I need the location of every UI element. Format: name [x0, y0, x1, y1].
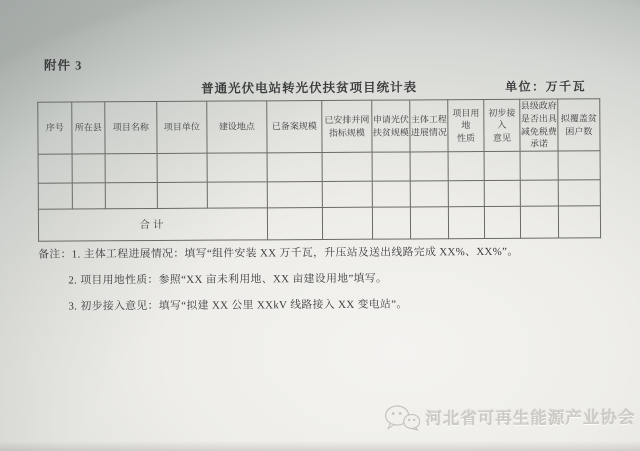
note-line-2: 2. 项目用地性质：参照“XX 亩未利用地、XX 亩建设用地”填写。 [68, 272, 388, 287]
total-empty-cell [372, 207, 410, 239]
column-header: 项目用地 性质 [448, 99, 484, 151]
empty-cell [410, 152, 448, 181]
empty-cell [207, 182, 267, 208]
total-empty-cell [267, 207, 322, 239]
empty-cell [322, 152, 372, 181]
empty-cell [267, 181, 322, 207]
empty-cell [372, 152, 410, 181]
total-empty-cell [322, 207, 372, 239]
column-header: 主体工程 进展情况 [410, 100, 448, 152]
column-header: 已安排并网 指标规模 [322, 100, 372, 152]
empty-cell [558, 151, 600, 180]
empty-cell [157, 182, 207, 208]
empty-cell [410, 181, 448, 207]
column-header: 初步接入 意见 [484, 99, 520, 151]
column-header: 项目单位 [157, 101, 207, 153]
column-header: 序号 [38, 102, 72, 154]
empty-cell [72, 183, 105, 209]
empty-cell [322, 181, 372, 207]
empty-cell [38, 183, 72, 209]
total-empty-cell [520, 206, 558, 238]
page-title: 普通光伏电站转光伏扶贫项目统计表 [201, 80, 418, 96]
column-header: 建设地点 [207, 101, 267, 153]
empty-cell [38, 154, 72, 183]
empty-cell [448, 151, 484, 180]
empty-cell [448, 180, 484, 206]
total-empty-cell [558, 206, 600, 238]
empty-cell [558, 180, 600, 206]
column-header: 拟覆盖贫 困户数 [558, 99, 600, 151]
note-line-3: 3. 初步接入意见：填写“拟建 XX 公里 XXkV 线路接入 XX 变电站”。 [68, 298, 408, 313]
wechat-icon [384, 404, 420, 430]
note-line-1: 备注：1. 主体工程进展情况：填写“组件安装 XX 万千瓦，升压站及送出线路完成 XX%、XX%”。 [38, 245, 519, 261]
empty-cell [105, 182, 157, 208]
empty-cell [267, 152, 322, 181]
column-header: 所在县 [72, 102, 105, 154]
empty-cell [207, 153, 267, 182]
column-header: 申请光伏 扶贫规模 [372, 100, 410, 152]
empty-cell [157, 153, 207, 182]
total-empty-cell [448, 206, 484, 238]
empty-cell [484, 151, 520, 180]
empty-cell [520, 151, 558, 180]
column-header: 项目名称 [105, 101, 157, 153]
column-header: 县级政府 是否出具 减免税费 承诺 [520, 99, 558, 151]
association-watermark [384, 403, 635, 431]
unit-label: 单位：万千瓦 [505, 79, 587, 94]
column-header: 已备案规模 [267, 100, 322, 152]
notes-block [38, 246, 519, 327]
total-empty-cell [410, 207, 448, 239]
empty-cell [520, 180, 558, 206]
empty-cell [484, 180, 520, 206]
empty-cell [372, 181, 410, 207]
total-label-cell: 合计 [38, 208, 267, 241]
empty-cell [72, 154, 105, 183]
project-table [37, 98, 601, 241]
attachment-label: 附件 3 [43, 58, 83, 73]
watermark-text: 河北省可再生能源产业协会 [425, 409, 636, 429]
empty-cell [105, 153, 157, 182]
total-empty-cell [484, 206, 520, 238]
